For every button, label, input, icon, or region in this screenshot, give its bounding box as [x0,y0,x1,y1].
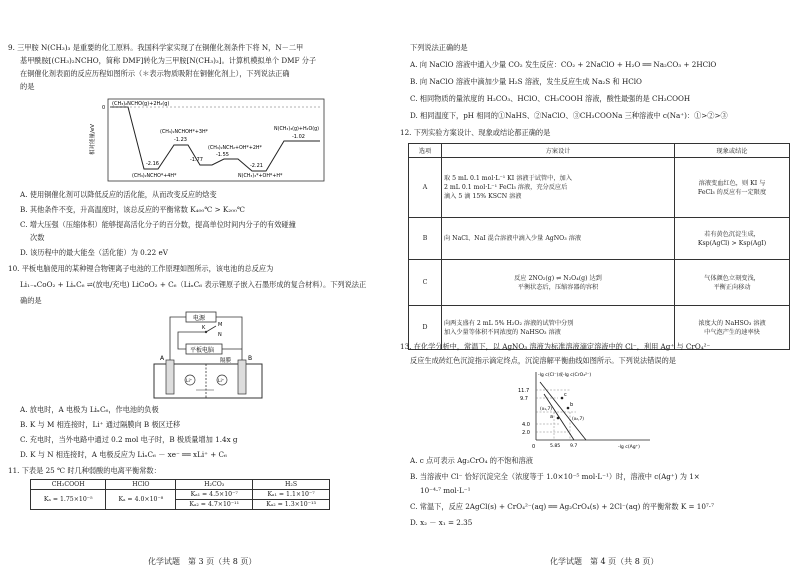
q10-option-c: C. 充电时，当外电路中通过 0.2 mol 电子时，B 极质量增加 1.4x g [20,435,238,444]
q11-cell: Kₐ = 4.0×10⁻⁸ [106,490,176,510]
q13-option-c: C. 常温下，反应 2AgCl(s) + CrO₄²⁻(aq) ══ Ag₂CrO₄(s) + 2Cl⁻(aq) 的平衡常数 K = 10⁷·⁷ [410,502,714,511]
q10-membrane: 隔膜 [220,358,232,364]
q9-line1: 9. 三甲胺 N(CH₃)₃ 是重要的化工原料。我国科学家实现了在铜催化剂条件下将 N，N－二甲 [8,43,304,52]
q12-design-line: 滴入 5 滴 15% KSCN 溶液 [444,193,522,200]
q9-v6: -1.02 [292,134,305,140]
q12-design-line: 取 5 mL 0.1 mol·L⁻¹ KI 溶液于试管中，加入 [444,175,572,182]
q11-header-ch3cooh: CH₃COOH [31,480,106,490]
q11-header-hclo: HClO [106,480,176,490]
q12-result-line: 浓度大的 NaHSO₃ 溶液 [698,319,766,327]
q10-power: 电源 [193,315,206,322]
q9-v1: -2.16 [146,161,159,167]
q13-point-c: c [564,392,567,398]
q9-option-c-cont: 次数 [30,233,45,242]
q9-state3: (CH₃)₂NCHOH*+3H* [160,130,208,135]
q13-line2: 反应生成砖红色沉淀指示滴定终点，沉淀溶解平衡曲线如图所示。下列说法错误的是 [410,356,676,365]
q13-chart [510,368,660,450]
q12-result-line: 溶液变血红色，则 KI 与 [698,179,766,187]
q13-point-a: a [550,414,554,420]
q11-cell: Kₐ₁ = 4.5×10⁻⁷ [176,490,253,500]
q13-ylabel: -lg c(Cl⁻)或-lg c(CrO₄²⁻) [538,373,592,378]
q12-row-b [409,218,790,260]
q13-xlabel: -lg c(Ag⁺) [618,445,640,450]
q12-intro: 12. 下列实验方案设计、现象或结论都正确的是 [400,128,551,137]
q12-design-line: 平衡状态后，压缩容器的容积 [517,283,599,291]
q12-design-line: 向 NaCl、NaI 混合溶液中滴入少量 AgNO₃ 溶液 [444,235,582,242]
q9-v4: -1.55 [216,152,229,158]
q9-zero: 0 [102,105,106,111]
q11-cell: Kₐ₂ = 4.7×10⁻¹¹ [176,500,253,510]
q13-ytick: 9.7 [520,396,528,402]
q12-design-line: 2 mL 0.1 mol·L⁻¹ FeCl₃ 溶液，充分反应后 [444,184,568,191]
q11-option-a: A. 向 NaClO 溶液中通入少量 CO₂ 发生反应：CO₂ + 2NaClO + H₂O ══ Na₂CO₃ + 2HClO [410,60,717,69]
q13-option-b-cont: 10⁻⁴·⁷ mol·L⁻¹ [420,486,471,495]
q12-row-c [409,260,790,306]
q12-header-design: 方案设计 [442,144,675,158]
q11-option-d: D. 相同温度下，pH 相同的①NaHS、②NaClO、③CH₃COONa 三种溶液中 c(Na⁺)：①>②>③ [410,111,728,120]
q12-result-line: Ksp(AgCl) > Ksp(AgI) [697,239,767,247]
q10-line2: Li₁₋ₓCoO₂ + LiₓC₆ ⇌(放电/充电) LiCoO₂ + C₆（LiₓC₆ 表示锂原子嵌入石墨形成的复合材料）。下列说法正 [20,280,367,289]
q10-n: N [218,332,222,338]
q10-line3: 确的是 [20,296,42,305]
q9-option-c: C. 增大压强（压缩体积）能够提高活化分子的百分数，提高单位时间内分子的有效碰撞 [20,220,296,229]
q9-line2: 基甲酰胺[(CH₃)₂NCHO，简称 DMF]转化为三甲胺[N(CH₃)₃]。计算机模拟单个 DMF 分子 [20,56,317,65]
q13-option-a: A. c 点可表示 Ag₂CrO₄ 的不饱和溶液 [410,456,533,465]
q13-line1: 13. 在化学分析中，常温下，以 AgNO₃ 溶液为标准溶液滴定溶液中的 Cl⁻，利用 Ag⁺ 与 CrO₄²⁻ [400,342,711,351]
q10-option-a: A. 放电时，A 电极为 LiₓC₆，作电池的负极 [20,405,159,414]
q9-state6: N(CH₃)₃(g)+H₂O(g) [274,127,320,132]
q10-li-2: Li⁺ [218,379,225,384]
q12-result-line: 气体颜色立刻变浅， [704,274,760,282]
q9-v5: -2.21 [250,163,263,169]
q12-design-line: 加入少量等体积不同浓度的 NaHSO₃ 溶液 [444,328,561,336]
q10-k: K [202,325,206,331]
q12-option-label: B [409,218,442,260]
q11-cell: Kₐ = 1.75×10⁻⁵ [31,490,106,510]
q13-xtick: 9.7 [570,444,578,449]
q13-option-b: B. 当溶液中 Cl⁻ 恰好沉淀完全（浓度等于 1.0×10⁻⁵ mol·L⁻¹）时，溶液中 c(Ag⁺) 为 1× [410,472,700,481]
q13-ytick: 11.7 [518,388,530,394]
q10-tablet: 平板电脑 [190,347,215,354]
q12-table [408,143,790,350]
q9-option-b: B. 其他条件不变，升高温度时，该总反应的平衡常数 K₄₀₀℃ > K₂₀₀℃ [20,205,245,214]
q13-xtick: 5.85 [550,444,561,449]
q12-option-label: C [409,260,442,306]
q12-result-line: 若有黄色沉淀生成， [704,230,760,238]
q11-header-h2s: H₂S [253,480,330,490]
q13-p1: (x₁,7) [540,407,552,412]
q10-li-1: Li⁺ [186,379,193,384]
q11-cont-intro: 下列说法正确的是 [410,43,468,52]
q12-header-option: 选项 [409,144,442,158]
q9-state2: (CH₃)₂NCHO*+4H* [132,174,177,179]
q13-option-d: D. x₂ － x₁ = 2.35 [410,518,473,527]
q11-table [30,479,330,510]
q13-p2: (x₂,7) [572,417,584,422]
q12-option-label: A [409,158,442,218]
q9-ylabel: 相对能量/eV [90,124,96,155]
q10-b: B [248,355,253,362]
q12-design-line: 向两支盛有 2 mL 5% H₂O₂ 溶液的试管中分别 [444,319,574,327]
q9-v2: -1.23 [174,137,187,143]
q12-row-a [409,158,790,218]
q9-v3: -1.77 [190,157,203,163]
q11-header-h2co3: H₂CO₃ [176,480,253,490]
right-footer: 化学试题 第 4 页（共 8 页） [550,557,659,566]
q12-option-label: D [409,306,442,350]
q9-line4: 的是 [20,82,35,91]
q11-option-b: B. 向 NaClO 溶液中滴加少量 H₂S 溶液，发生反应生成 Na₂S 和 HClO [410,77,642,86]
right-page [400,0,800,579]
q10-line1: 10. 平板电脑使用的某种锂合物锂离子电池的工作原理如图所示，该电池的总反应为 [8,264,274,273]
q12-header-result: 现象或结论 [675,144,790,158]
q10-option-d: D. K 与 N 相连接时，A 电极反应为 LiₓC₆ － xe⁻ ══ xLi⁺ + C₆ [20,450,227,459]
q12-design-line: 反应 2NO₂(g) ⇌ N₂O₄(g) 达到 [514,274,602,282]
q12-result-line: FeCl₃ 的反应有一定限度 [697,188,767,196]
q9-option-d: D. 该历程中的最大能垒（活化能）为 0.22 eV [20,248,168,257]
q13-point-b: b [570,402,574,408]
q10-option-b: B. K 与 M 相连接时，Li⁺ 通过隔膜向 B 极区迁移 [20,420,181,429]
q11-cell: Kₐ₁ = 1.1×10⁻⁷ [253,490,330,500]
q11-intro: 11. 下表是 25 ℃ 时几种弱酸的电离平衡常数： [8,466,161,475]
q12-result-line: 平衡正向移动 [713,283,751,291]
q10-battery-diagram [150,308,270,400]
q13-ytick: 2.0 [522,430,530,436]
q11-cell: Kₐ₂ = 1.3×10⁻¹³ [253,500,330,510]
q9-state4: (CH₃)₂NCH₂+OH*+2H* [208,146,262,151]
q9-option-a: A. 使用铜催化剂可以降低反应的活化能，从而改变反应的焓变 [20,190,217,199]
left-footer: 化学试题 第 3 页（共 8 页） [148,557,257,566]
q11-option-c: C. 相同物质的量浓度的 H₂CO₃、HClO、CH₃COOH 溶液，酸性最强的是 CH₃COOH [410,94,691,103]
q13-ytick: 4.0 [522,422,530,428]
q10-m: M [218,322,223,328]
q9-line3: 在铜催化剂表面的反应历程如图所示（＊表示物质吸附在铜催化剂上），下列说法正确 [20,69,290,78]
q10-a: A [160,355,165,362]
q9-state5: N(CH₃)₃*+OH*+H* [238,174,283,179]
q13-origin: 0 [532,444,536,450]
q12-result-line: 中气泡产生的速率快 [704,328,760,336]
q9-energy-diagram [88,97,328,183]
q9-state1: (CH₃)₂NCHO(g)+2H₂(g) [112,101,170,107]
